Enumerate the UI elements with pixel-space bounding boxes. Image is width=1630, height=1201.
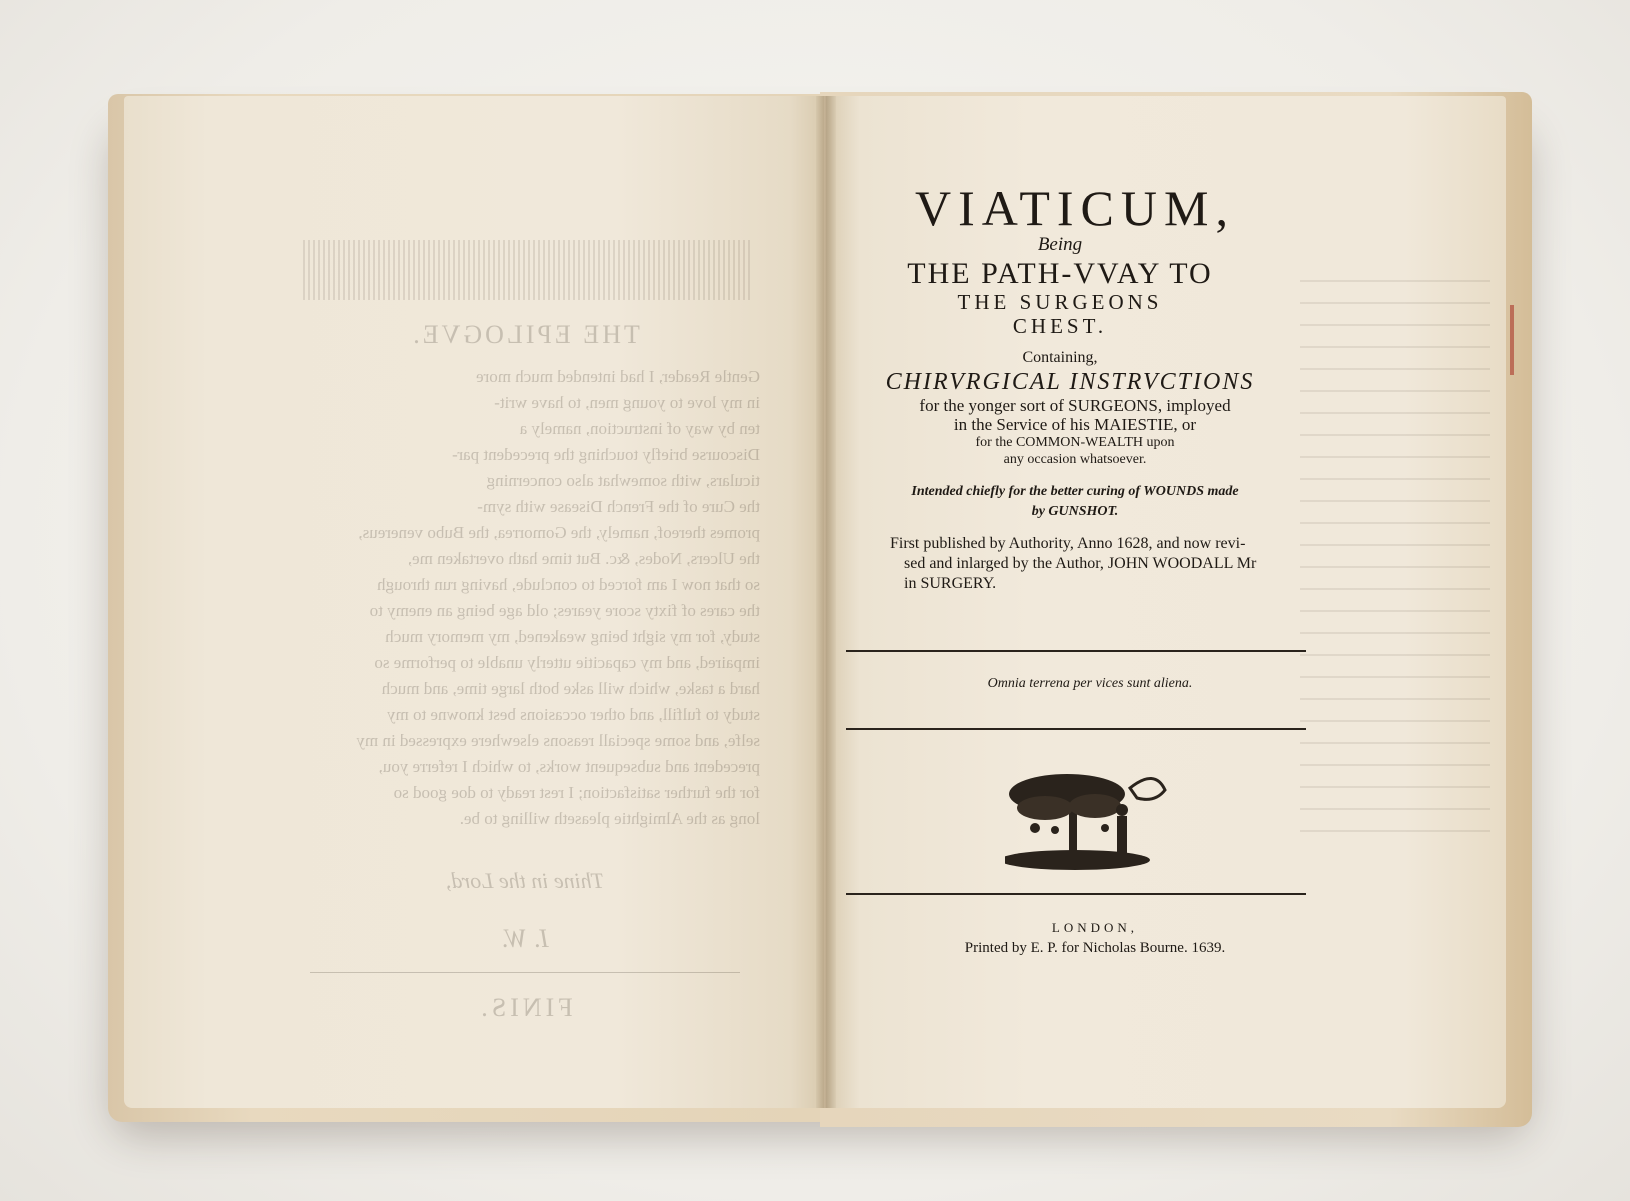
containing-line: Containing, (1022, 349, 1098, 366)
tree-woodcut-icon (1005, 768, 1170, 878)
bleed-line: precedent and subsequent works, to which I referre you, (378, 757, 760, 776)
bleed-line: the Ulcers, Nodes, &c. But time hath overtaken me, (407, 549, 760, 568)
bleed-line: so that now I am forced to conclude, having run through (377, 575, 760, 594)
bleed-line: study to fulfill, and other occasions best knowne to my (387, 705, 760, 724)
bleed-line: impaired, and my capacitie utterly unable to performe so (374, 653, 760, 672)
bleed-line: study, for my sight being weakened, my memory much (385, 627, 760, 646)
motto: Omnia terrena per vices sunt aliena. (987, 676, 1193, 691)
imprint-city: LONDON, (1051, 920, 1139, 935)
bleed-line: promes thereof, namely, the Gomorrea, the Bubo venereus, (358, 523, 760, 542)
bleed-line: the Cure of the French Disease with sym- (477, 497, 760, 516)
bleed-title: THE EPILOGVE. (410, 320, 640, 349)
bleed-line: Gentle Reader, I had intended much more (476, 367, 760, 386)
bleed-line: selfe, and some speciall reasons elsewhere expressed in my (356, 731, 760, 750)
bleed-initials: I. W. (501, 924, 549, 953)
bleed-line: for the further satisfaction; I rest ready to doe good so (393, 783, 760, 802)
rule-bottom (846, 893, 1306, 895)
bleed-signoff: Thine in the Lord, (445, 868, 605, 893)
chirurgical-line: CHIRVRGICAL INSTRVCTIONS (885, 369, 1255, 395)
body-line: for the yonger sort of SURGEONS, imployed (919, 396, 1231, 415)
rule-mid (846, 728, 1306, 730)
body-line: in the Service of his MAIESTIE, or (953, 415, 1197, 434)
chest-line: CHEST. (1012, 314, 1108, 338)
body-line: any occasion whatsoever. (1003, 452, 1147, 467)
path-line: THE PATH-VVAY TO (907, 257, 1213, 290)
surgeons-line: THE SURGEONS (957, 290, 1163, 314)
bleed-line: in my love to young men, to have writ- (494, 393, 760, 412)
bleed-line: ten by way of instruction, namely a (519, 419, 760, 438)
left-page-bleed-through (290, 240, 760, 1022)
publication-line-3: in SURGERY. (904, 575, 997, 592)
intended-line (860, 482, 1290, 522)
intended-line-2: by GUNSHOT. (1031, 504, 1119, 519)
bleed-line: hard a taske, which will aske both large time, and much (381, 679, 760, 698)
bleed-line: long as the Almightie pleaseth willing to be. (459, 809, 760, 828)
bleed-finis: FINIS. (477, 993, 573, 1022)
body-line: for the COMMON-WEALTH upon (975, 435, 1175, 450)
bleed-rule (310, 972, 740, 973)
being-line: Being (1037, 234, 1083, 255)
publication-line-1: First published by Authority, Anno 1628, and now revi- (890, 535, 1246, 552)
intended-line-1: Intended chiefly for the better curing of WOUNDS made (911, 484, 1239, 499)
right-page-bleed-through (1300, 280, 1490, 840)
bleed-line: Discourse briefly touching the precedent par- (452, 445, 760, 464)
red-edge-mark (1510, 305, 1514, 375)
publication-note (890, 534, 1310, 594)
imprint (880, 920, 1310, 957)
title-page-text (830, 180, 1290, 594)
bleed-line: the cares of fixty score yeares; old age being an enemy to (369, 601, 760, 620)
ornament-band (300, 240, 750, 300)
imprint-printer: Printed by E. P. for Nicholas Bourne. 1639. (964, 940, 1226, 956)
rule-top (846, 650, 1306, 652)
publication-line-2: sed and inlarged by the Author, JOHN WOODALL Mr (904, 555, 1257, 572)
bleed-line: ticulars, with somewhat also concerning (486, 471, 760, 490)
book-title: VIATICUM, (915, 180, 1235, 236)
